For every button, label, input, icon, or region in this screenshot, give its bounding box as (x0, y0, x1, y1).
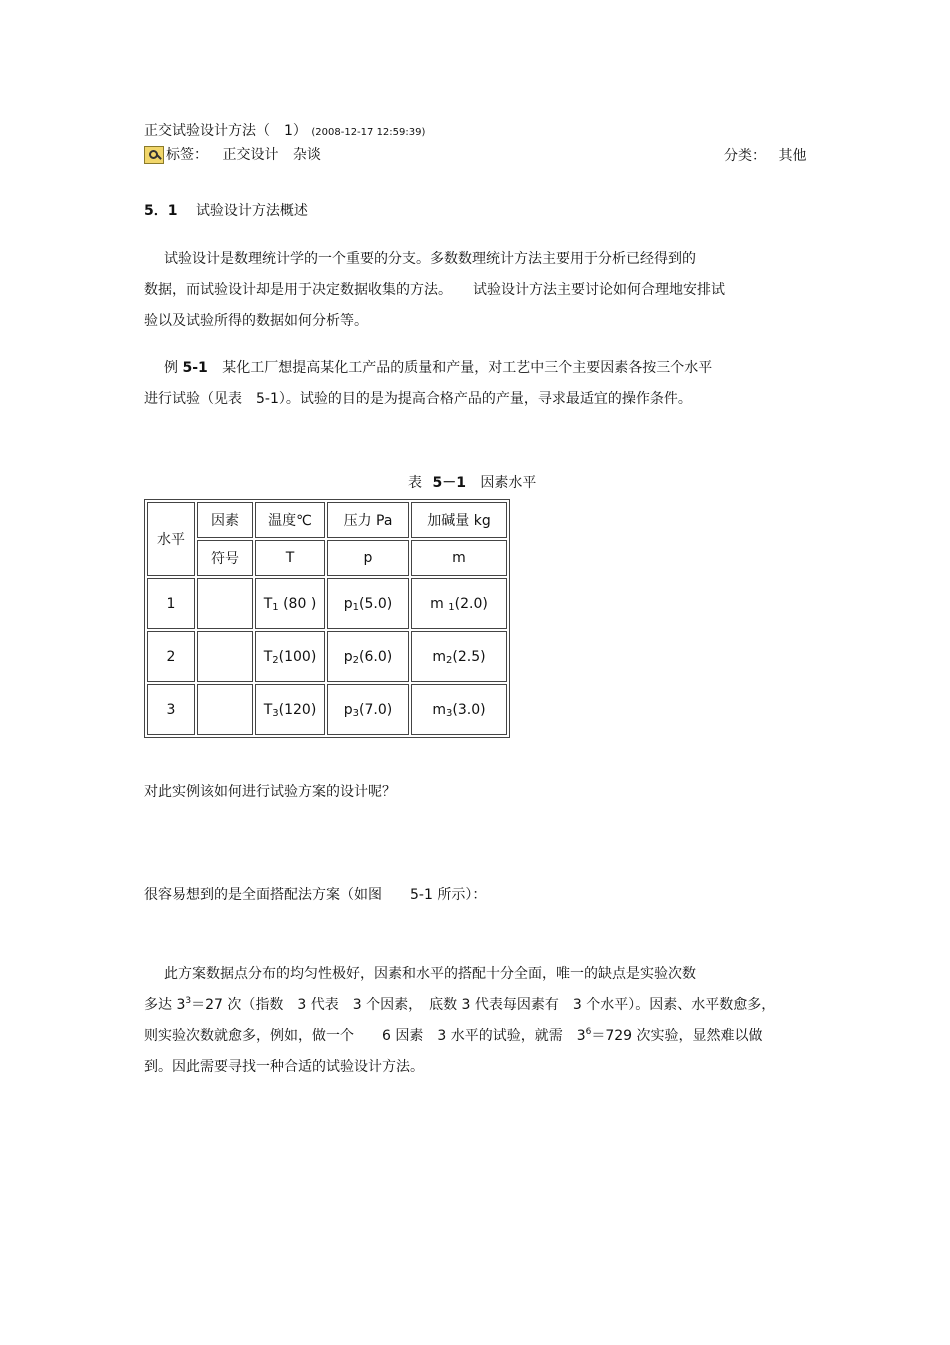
example-text: 某化工厂想提高某化工产品的质量和产量，对工艺中三个主要因素各按三个水平 (222, 360, 713, 376)
tag-link[interactable]: 正交设计 (222, 147, 279, 163)
caption-prefix: 表 (408, 475, 422, 491)
header-level: 水平 (147, 502, 195, 576)
post-title-line (144, 120, 425, 140)
post-title: 正交试验设计方法（ 1） (144, 123, 307, 139)
text-line: 此方案数据点分布的均匀性极好，因素和水平的搭配十分全面，唯一的缺点是实验次数 (164, 966, 696, 982)
table-caption (408, 472, 536, 492)
text-line: 试验设计是数理统计学的一个重要的分支。多数数理统计方法主要用于分析已经得到的 (164, 251, 696, 267)
text-line: 多达 $3^3=27$ 次（指数 3 代表 3 个因素， 底数 3 代表每因素有 3 个水平）。因素、水平数愈多， (144, 996, 776, 1013)
text-line (144, 353, 712, 384)
header-factor: 因素 (197, 502, 253, 538)
caption-number: 5－1 (432, 475, 466, 491)
tags-label: 标签： (166, 147, 208, 163)
caption-title: 因素水平 (480, 475, 537, 491)
intro-paragraph (144, 244, 725, 337)
table-row (147, 578, 507, 629)
pressure-cell: $p_1(5.0)$ (327, 578, 409, 629)
header-col-alkali: 加碱量 kg (411, 502, 507, 538)
pressure-cell: $p_2(6.0)$ (327, 631, 409, 682)
alkali-cell: m $_1$(2.0) (411, 578, 507, 629)
full-combination-line: 很容易想到的是全面搭配法方案（如图 5-1 所示）： (144, 887, 487, 903)
text-line: 数据，而试验设计却是用于决定数据收集的方法。 试验设计方法主要讨论如何合理地安排试 (144, 282, 725, 298)
header-col-temp: 温度℃ (255, 502, 325, 538)
table-header-row (147, 502, 507, 538)
pressure-cell: $p_3(7.0)$ (327, 684, 409, 735)
header-col-pressure: 压力 Pa (327, 502, 409, 538)
text-line: 验以及试验所得的数据如何分析等。 (144, 313, 368, 329)
temp-cell: $T_1$ (80 ) (255, 578, 325, 629)
category-link[interactable]: 其他 (778, 148, 807, 164)
category-row (724, 145, 806, 165)
level-cell: 2 (147, 631, 195, 682)
temp-cell: $T_3(120)$ (255, 684, 325, 735)
factor-level-table (144, 499, 510, 738)
temp-cell: $T_2(100)$ (255, 631, 325, 682)
table-symbol-row (147, 540, 507, 576)
empty-cell (197, 631, 253, 682)
empty-cell (197, 684, 253, 735)
section-number: 5．1 (144, 203, 178, 219)
text-line: 进行试验（见表 5-1）。试验的目的是为提高合格产品的产量，寻求最适宜的操作条件。 (144, 391, 692, 407)
table-row (147, 631, 507, 682)
empty-cell (197, 578, 253, 629)
example-prefix: 例 (164, 360, 178, 376)
symbol-alkali: m (411, 540, 507, 576)
level-cell: 1 (147, 578, 195, 629)
tag-link[interactable]: 杂谈 (292, 147, 321, 163)
category-label: 分类： (724, 148, 766, 164)
alkali-cell: $m_3(3.0)$ (411, 684, 507, 735)
section-title: 试验设计方法概述 (195, 203, 308, 219)
text-line: 则实验次数就愈多，例如，做一个 6 因素 3 水平的试验，就需 $3^6=729$ 次实验，显然难以做 (144, 1027, 763, 1044)
example-paragraph (144, 353, 712, 415)
post-timestamp: (2008-12-17 12:59:39) (311, 127, 426, 138)
symbol-temp: T (255, 540, 325, 576)
question-line: 对此实例该如何进行试验方案的设计呢？ (144, 784, 396, 800)
tags-row (144, 144, 321, 164)
level-cell: 3 (147, 684, 195, 735)
table-row (147, 684, 507, 735)
symbol-pressure: p (327, 540, 409, 576)
tag-icon (144, 146, 164, 164)
section-heading (144, 200, 308, 220)
conclusion-paragraph (144, 959, 775, 1083)
alkali-cell: $m_2(2.5)$ (411, 631, 507, 682)
text-line: 到。因此需要寻找一种合适的试验设计方法。 (144, 1059, 424, 1075)
example-number: 5-1 (182, 360, 208, 376)
header-symbol: 符号 (197, 540, 253, 576)
